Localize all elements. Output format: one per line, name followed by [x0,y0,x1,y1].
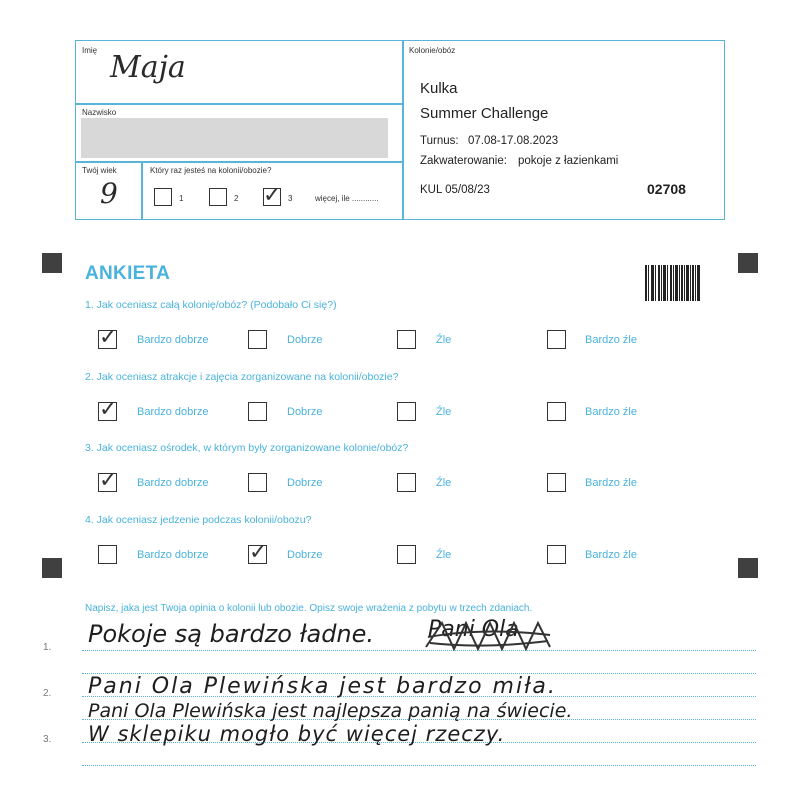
option-label-3: 3 [288,194,293,203]
option-label-1: 1 [179,194,184,203]
imie-label: Imię [82,46,98,55]
question-1-option-3-label: Źle [436,334,452,346]
writing-line [82,765,756,766]
question-1-text: 1. Jak oceniasz całą kolonię/obóz? (Podobało Ci się?) [85,299,337,311]
imie-value[interactable]: Maja [110,50,186,85]
writing-line [82,650,756,651]
org-name: Kulka [420,80,458,97]
opinion-line-2[interactable]: Pani Ola Plewińska jest bardzo miła. [88,674,557,699]
checkmark-icon: ✓ [263,183,282,208]
registration-mark [42,558,62,578]
survey-title: ANKIETA [85,263,171,284]
kolonie-label: Kolonie/obóz [409,46,456,55]
question-2-option-3-label: Źle [436,406,452,418]
question-2-option-4-label: Bardzo źle [585,406,637,418]
registration-mark [738,253,758,273]
nazwisko-label: Nazwisko [82,108,117,117]
question-2-option-2-checkbox[interactable] [248,402,267,421]
question-1-option-3-checkbox[interactable] [397,330,416,349]
question-4-option-1-checkbox[interactable] [98,545,117,564]
question-2-option-3-checkbox[interactable] [397,402,416,421]
question-3-option-4-label: Bardzo źle [585,477,637,489]
ktory-raz-label: Który raz jesteś na kolonii/obozie? [150,166,272,175]
camp-name: Summer Challenge [420,105,549,122]
option-checkbox-2[interactable] [209,188,227,206]
registration-mark [738,558,758,578]
nazwisko-redacted [81,118,388,158]
registration-mark [42,253,62,273]
line-number-3: 3. [43,734,52,745]
wiek-value[interactable]: 9 [100,177,118,210]
turnus-value: 07.08-17.08.2023 [468,135,559,147]
option-label-more: więcej, ile ............ [315,194,379,203]
question-3-option-4-checkbox[interactable] [547,473,566,492]
question-3-text: 3. Jak oceniasz ośrodek, w którym były zorganizowane kolonie/obóz? [85,442,409,454]
question-4-option-1-label: Bardzo dobrze [137,549,209,561]
line-number-1: 1. [43,642,52,653]
line-number-2: 2. [43,688,52,699]
option-label-2: 2 [234,194,239,203]
question-2-option-4-checkbox[interactable] [547,402,566,421]
question-3-option-3-label: Źle [436,477,452,489]
question-1-option-2-label: Dobrze [287,334,323,346]
question-1-option-4-checkbox[interactable] [547,330,566,349]
opinion-prompt: Napisz, jaka jest Twoja opinia o kolonii lub obozie. Opisz swoje wrażenia z pobytu w trzech zdaniach. [85,603,533,614]
opinion-line-3[interactable]: Pani Ola Plewińska jest najlepsza panią na świecie. [88,700,573,722]
question-4-option-4-checkbox[interactable] [547,545,566,564]
opinion-line-4[interactable]: W sklepiku mogło być więcej rzeczy. [88,722,506,746]
scribble-icon [424,619,554,653]
question-3-option-3-checkbox[interactable] [397,473,416,492]
question-3-option-2-checkbox[interactable] [248,473,267,492]
question-1-option-2-checkbox[interactable] [248,330,267,349]
question-4-option-4-label: Bardzo źle [585,549,637,561]
crossed-out-words: Pani Ola [428,617,519,642]
camp-code: KUL 05/08/23 [420,184,490,196]
turnus-label: Turnus: [420,135,459,147]
checkmark-icon: ✓ [99,468,118,493]
question-4-option-2-label: Dobrze [287,549,323,561]
question-4-text: 4. Jak oceniasz jedzenie podczas kolonii/obozu? [85,514,312,526]
question-1-option-4-label: Bardzo źle [585,334,637,346]
wiek-label: Twój wiek [82,166,117,175]
opinion-line-1[interactable]: Pokoje są bardzo ładne. [88,620,375,648]
question-2-text: 2. Jak oceniasz atrakcje i zajęcia zorganizowane na kolonii/obozie? [85,371,399,383]
crossed-out-text [428,617,519,642]
question-2-option-2-label: Dobrze [287,406,323,418]
question-4-option-3-checkbox[interactable] [397,545,416,564]
question-4-option-3-label: Źle [436,549,452,561]
question-1-option-1-label: Bardzo dobrze [137,334,209,346]
checkmark-icon: ✓ [99,325,118,350]
question-3-option-1-label: Bardzo dobrze [137,477,209,489]
question-2-option-1-label: Bardzo dobrze [137,406,209,418]
question-3-option-2-label: Dobrze [287,477,323,489]
option-checkbox-1[interactable] [154,188,172,206]
zakwaterowanie-value: pokoje z łazienkami [518,155,619,167]
checkmark-icon: ✓ [249,540,268,565]
zakwaterowanie-label: Zakwaterowanie: [420,155,507,167]
form-number: 02708 [647,181,686,197]
checkmark-icon: ✓ [99,397,118,422]
barcode-icon [645,265,701,301]
